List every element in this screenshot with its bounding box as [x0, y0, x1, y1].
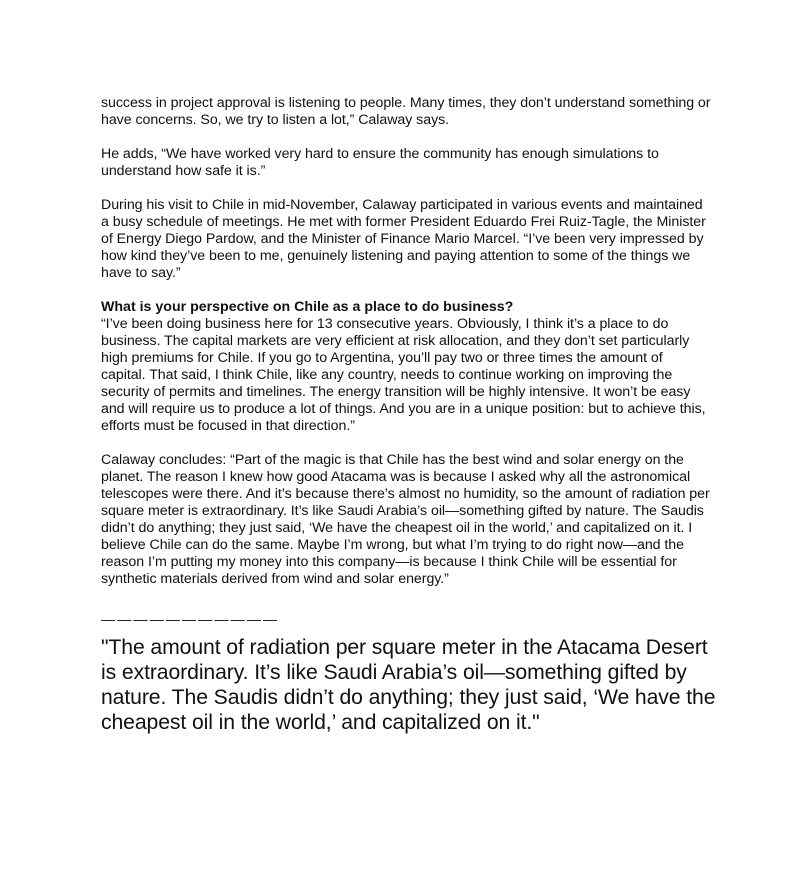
- paragraph-conclusion: Calaway concludes: “Part of the magic is that Chile has the best wind and solar energy on the planet. The reason I knew how good Atacama was is because I asked why all the astronomical telescopes were there. And it’s because there’s almost no humidity, so the amount of radiation per square meter is extraordinary. It’s like Saudi Arabia’s oil—something gifted by nature. The Saudis didn’t do anything; they just said, ‘We have the cheapest oil in the world,’ and capitalized on it. I believe Chile can do the same. Maybe I’m wrong, but what I’m trying to do right now—and the reason I’m putting my money into this company—is because I think Chile will be essential for synthetic materials derived from wind and solar energy.”: [101, 452, 710, 587]
- paragraph-answer: “I’ve been doing business here for 13 consecutive years. Obviously, I think it’s a place to do business. The capital markets are very efficient at risk allocation, and they don’t set particularly high premiums for Chile. If you go to Argentina, you’ll pay two or three times the amount of capital. That said, I think Chile, like any country, needs to continue working on improving the security of permits and timelines. The energy transition will be highly intensive. It won’t be easy and will require us to produce a lot of things. And you are in a unique position: but to achieve this, efforts must be focused in that direction.”: [101, 316, 706, 434]
- paragraph-simulations: He adds, “We have worked very hard to ensure the community has enough simulations to understand how safe it is.”: [101, 146, 659, 179]
- pull-quote: "The amount of radiation per square meter in the Atacama Desert is extraordinary. It’s like Saudi Arabia’s oil—something gifted by nature. The Saudis didn’t do anything; they just said, ‘We have the cheapest oil in the world,’ and capitalized on it.": [101, 636, 716, 734]
- section-divider: ———————————: [101, 612, 280, 628]
- paragraph-listening: success in project approval is listening to people. Many times, they don’t understand something or have concerns. So, we try to listen a lot,” Calaway says.: [101, 95, 711, 128]
- question-heading: What is your perspective on Chile as a place to do business?: [101, 299, 514, 315]
- document-page: [101, 95, 716, 735]
- paragraph-visit: During his visit to Chile in mid-November, Calaway participated in various events and maintained a busy schedule of meetings. He met with former President Eduardo Frei Ruiz-Tagle, the Minister of Energy Diego Pardow, and the Minister of Finance Mario Marcel. “I’ve been very impressed by how kind they’ve been to me, genuinely listening and paying attention to some of the things we have to say.”: [101, 197, 706, 281]
